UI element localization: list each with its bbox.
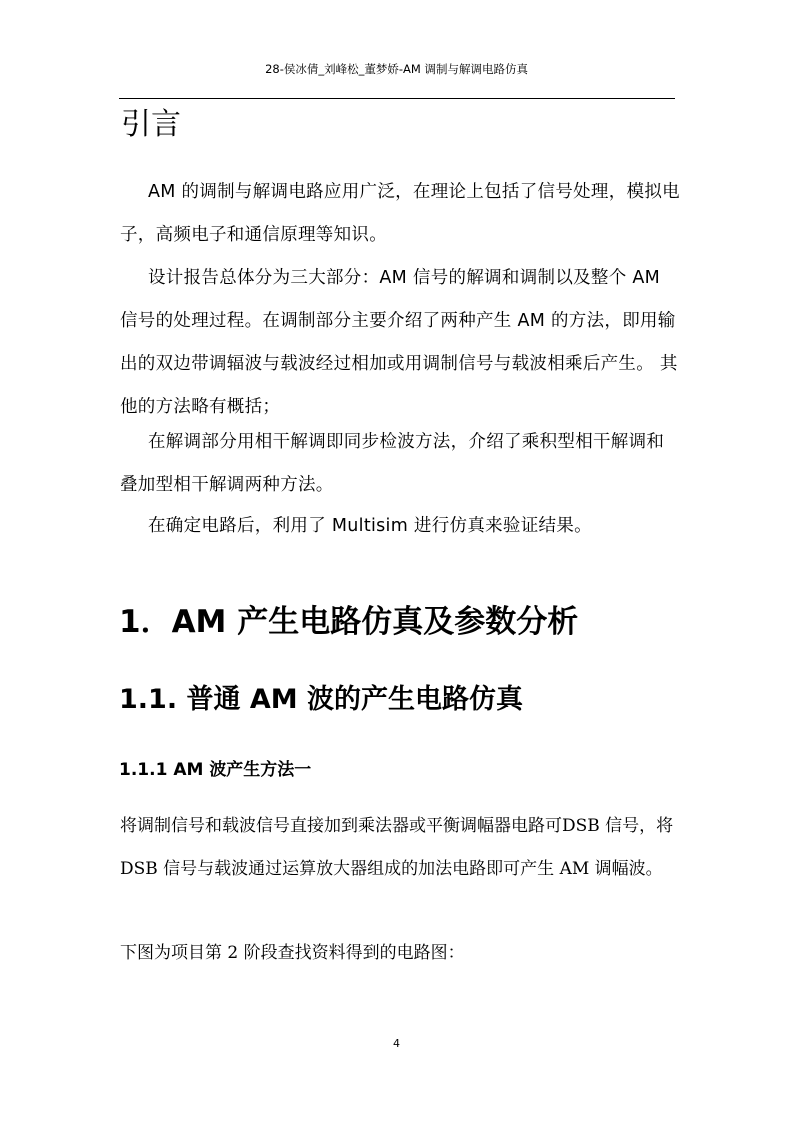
intro-paragraph-2-text: 设计报告总体分为三大部分：AM 信号的解调和调制以及整个 AM 信号的处理过程。在调制部分主要介绍了两种产生 AM 的方法，即用输出的双边带调辐波与载波经过相加或用调制信号与载波相乘后产生。 其他的方法略有概括； bbox=[120, 268, 678, 417]
intro-paragraph-3 bbox=[120, 421, 680, 507]
method-paragraph-text: 将调制信号和载波信号直接加到乘法器或平衡调幅器电路可DSB 信号，将 DSB 信号与载波通过运算放大器组成的加法电路即可产生 AM 调幅波。 bbox=[120, 816, 674, 879]
figure-intro: 下图为项目第 2 阶段查找资料得到的电路图： bbox=[120, 943, 465, 963]
intro-title: 引言 bbox=[121, 107, 181, 142]
header-rule bbox=[119, 98, 675, 99]
method-paragraph bbox=[120, 805, 680, 891]
intro-paragraph-4-text: 在确定电路后，利用了 Multisim 进行仿真来验证结果。 bbox=[148, 516, 592, 536]
running-header: 28-侯冰倩_刘峰松_董梦娇-AM 调制与解调电路仿真 bbox=[265, 62, 528, 76]
section-1-heading: 1．AM 产生电路仿真及参数分析 bbox=[119, 604, 579, 640]
intro-paragraph-1-text: AM 的调制与解调电路应用广泛，在理论上包括了信号处理，模拟电子，高频电子和通信原理等知识。 bbox=[120, 182, 680, 245]
intro-paragraph-1 bbox=[120, 171, 680, 257]
page-number: 4 bbox=[393, 1037, 400, 1050]
intro-paragraph-3-text: 在解调部分用相干解调即同步检波方法，介绍了乘积型相干解调和叠加型相干解调两种方法。 bbox=[120, 432, 665, 495]
section-1-1-1-heading: 1.1.1 AM 波产生方法一 bbox=[119, 760, 312, 780]
intro-paragraph-4 bbox=[120, 505, 680, 548]
section-1-1-heading: 1.1. 普通 AM 波的产生电路仿真 bbox=[119, 684, 524, 715]
intro-paragraph-2 bbox=[120, 257, 680, 429]
